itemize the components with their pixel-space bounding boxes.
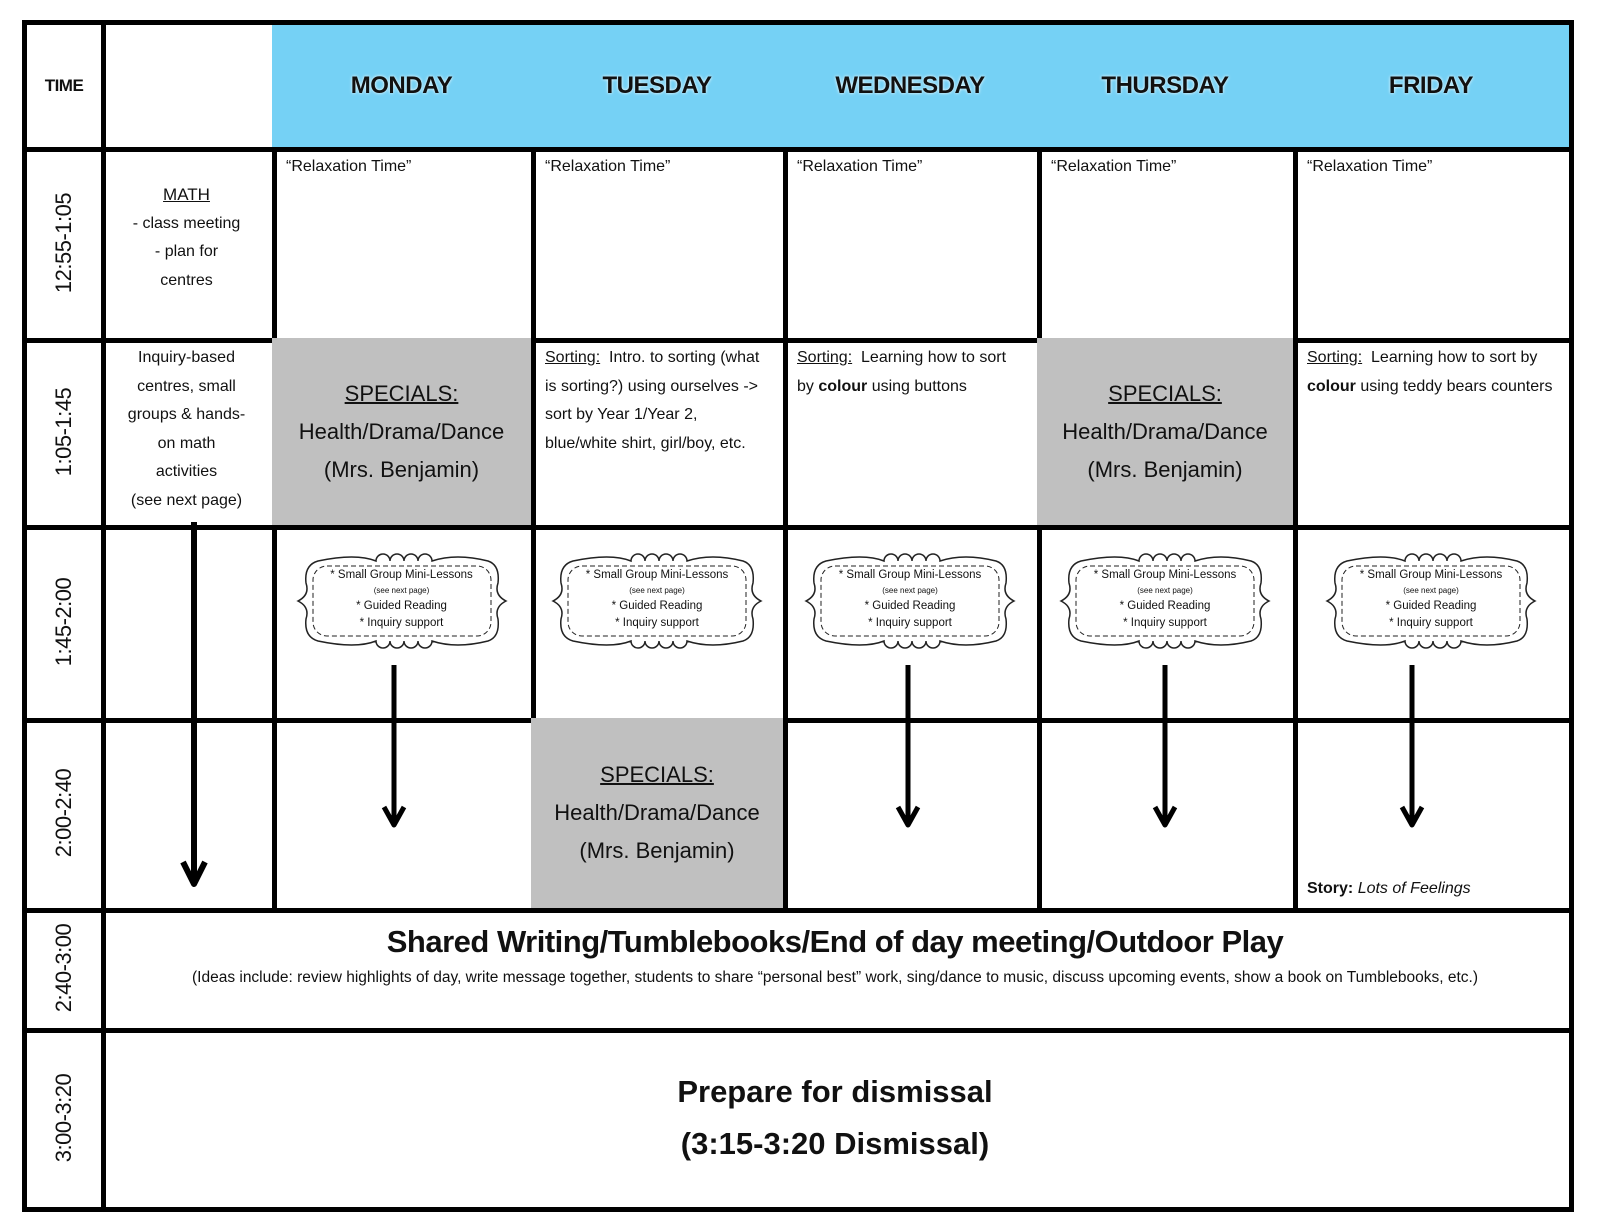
activity-emphasis: colour (818, 377, 868, 395)
cell-friday-mini-lessons (1293, 525, 1569, 723)
subject-math (101, 147, 277, 343)
mini-lesson-note: (see next page) (629, 586, 685, 595)
activity-text: using buttons (871, 377, 967, 395)
specials-subjects: Health/Drama/Dance (1062, 418, 1268, 444)
activity-text: “Relaxation Time” (1307, 158, 1433, 175)
day-header-wednesday (783, 25, 1042, 152)
shared-writing-ideas: (Ideas include: review highlights of day, write message together, students to share “personal best” work, sing/dance to music, discuss upcoming events, show a book on Tumblebooks, etc.) (191, 969, 1478, 986)
dismissal-block (101, 1028, 1569, 1207)
subject-line: activities (155, 463, 218, 480)
subject-line: (see next page) (130, 491, 243, 509)
mini-lesson-line: * Small Group Mini-Lessons (1093, 569, 1237, 581)
cell-wednesday-relaxation (783, 147, 1042, 343)
mini-lesson-line: * Inquiry support (615, 617, 699, 629)
day-label: FRIDAY (1388, 72, 1474, 99)
activity-text: Learning how to sort by (797, 349, 1007, 395)
subject-line: centres, small (137, 377, 236, 395)
day-label: WEDNESDAY (835, 72, 985, 99)
mini-lesson-frame (551, 551, 763, 651)
cell-friday-relaxation (1293, 147, 1569, 343)
down-arrow-icon (1397, 665, 1427, 830)
specials-title: SPECIALS: (1108, 380, 1222, 406)
day-header-monday (272, 25, 536, 152)
mini-lesson-frame (296, 551, 508, 651)
sorting-label: Sorting: (1307, 349, 1363, 366)
dismissal-time: (3:15-3:20 Dismissal) (680, 1125, 990, 1161)
day-header-friday (1293, 25, 1569, 152)
sorting-label: Sorting: (545, 349, 601, 366)
mini-lesson-line: * Guided Reading (611, 600, 703, 612)
weekly-schedule-table (22, 20, 1574, 1212)
day-label: TUESDAY (602, 72, 712, 99)
specials-teacher: (Mrs. Benjamin) (579, 838, 735, 863)
subject-line: Inquiry-based (138, 349, 235, 366)
mini-lesson-frame (1325, 551, 1537, 651)
cell-thursday-specials (1037, 338, 1298, 530)
time-slot-6 (27, 1028, 106, 1207)
subject-line: - class meeting (132, 214, 241, 232)
time-slot-label: 2:00-2:40 (51, 768, 76, 858)
mini-lesson-line: * Inquiry support (1123, 617, 1207, 629)
day-label: THURSDAY (1101, 72, 1229, 99)
mini-lesson-line: * Small Group Mini-Lessons (330, 569, 473, 581)
activity-text: using teddy bears counters (1360, 377, 1553, 395)
mini-lesson-frame (804, 551, 1016, 651)
cell-tuesday-sorting (531, 338, 788, 530)
activity-text: “Relaxation Time” (545, 158, 671, 175)
specials-subjects: Health/Drama/Dance (298, 418, 505, 444)
mini-lesson-line: * Inquiry support (1389, 617, 1473, 629)
cell-friday-story (1293, 718, 1569, 913)
time-slot-3 (27, 525, 106, 723)
activity-text: Intro. to sorting (what is sorting?) using ourselves -> sort by Year 1/Year 2, blue/white shirt, girl/boy, etc. (545, 349, 760, 452)
cell-monday-relaxation (272, 147, 536, 343)
activity-text: Learning how to sort by (1371, 349, 1538, 366)
specials-title: SPECIALS: (600, 762, 714, 787)
activity-text: “Relaxation Time” (286, 158, 412, 175)
specials-teacher: (Mrs. Benjamin) (1087, 456, 1243, 482)
mini-lesson-note: (see next page) (373, 586, 430, 595)
sorting-label: Sorting: (797, 349, 853, 366)
down-arrow-icon (379, 665, 409, 830)
cell-wednesday-sorting (783, 338, 1042, 530)
specials-subjects: Health/Drama/Dance (554, 800, 760, 825)
mini-lesson-line: * Guided Reading (1119, 600, 1211, 612)
mini-lesson-line: * Inquiry support (359, 617, 444, 629)
story-label: Story: (1307, 880, 1354, 897)
time-slot-label: 1:05-1:45 (51, 387, 76, 476)
mini-lesson-line: * Guided Reading (1385, 600, 1477, 612)
subject-line: - plan for (154, 243, 219, 260)
mini-lesson-note: (see next page) (1137, 586, 1193, 595)
mini-lesson-line: * Small Group Mini-Lessons (838, 569, 982, 581)
mini-lesson-line: * Small Group Mini-Lessons (1359, 569, 1503, 581)
mini-lesson-line: * Guided Reading (864, 600, 956, 612)
mini-lesson-frame (1059, 551, 1271, 651)
shared-writing-title: Shared Writing/Tumblebooks/End of day meeting/Outdoor Play (386, 924, 1284, 959)
day-label: MONDAY (350, 72, 453, 99)
activity-text: “Relaxation Time” (1051, 158, 1177, 175)
cell-friday-sorting (1293, 338, 1569, 530)
specials-teacher: (Mrs. Benjamin) (323, 456, 480, 482)
time-slot-label: 3:00-3:20 (51, 1073, 76, 1162)
time-slot-label: 12:55-1:05 (51, 192, 77, 293)
cell-tuesday-specials (531, 718, 788, 913)
time-slot-label: 2:40-3:00 (51, 923, 76, 1013)
time-slot-1 (27, 147, 106, 343)
time-slot-label: 1:45-2:00 (51, 577, 76, 666)
mini-lesson-note: (see next page) (1403, 586, 1459, 595)
story-note (1307, 880, 1471, 898)
cell-monday-specials (272, 338, 536, 530)
time-slot-4 (27, 718, 106, 913)
down-arrow-icon (1150, 665, 1180, 830)
story-title: Lots of Feelings (1357, 880, 1471, 897)
time-slot-5 (27, 908, 106, 1033)
time-header (27, 25, 106, 152)
time-header-label: TIME (44, 76, 84, 95)
dismissal-title: Prepare for dismissal (677, 1073, 993, 1109)
subject-header (101, 25, 277, 152)
specials-title: SPECIALS: (344, 380, 459, 406)
subject-line: groups & hands- (127, 406, 246, 423)
subject-line: centres (160, 271, 213, 289)
subject-title: MATH (163, 185, 210, 204)
cell-tuesday-mini-lessons (531, 525, 788, 723)
time-slot-2 (27, 338, 106, 530)
activity-emphasis: colour (1307, 377, 1356, 395)
activity-text: “Relaxation Time” (797, 158, 923, 175)
day-header-tuesday (531, 25, 788, 152)
cell-tuesday-relaxation (531, 147, 788, 343)
mini-lesson-line: * Inquiry support (868, 617, 952, 629)
subject-inquiry-centres (101, 338, 277, 530)
day-header-thursday (1037, 25, 1298, 152)
cell-thursday-relaxation (1037, 147, 1298, 343)
down-arrow-icon (893, 665, 923, 830)
shared-writing-block (101, 908, 1569, 1033)
mini-lesson-line: * Small Group Mini-Lessons (585, 569, 729, 581)
mini-lesson-note: (see next page) (882, 586, 938, 595)
down-arrow-icon (179, 522, 209, 892)
mini-lesson-line: * Guided Reading (356, 600, 447, 612)
subject-line: on math (157, 434, 216, 452)
